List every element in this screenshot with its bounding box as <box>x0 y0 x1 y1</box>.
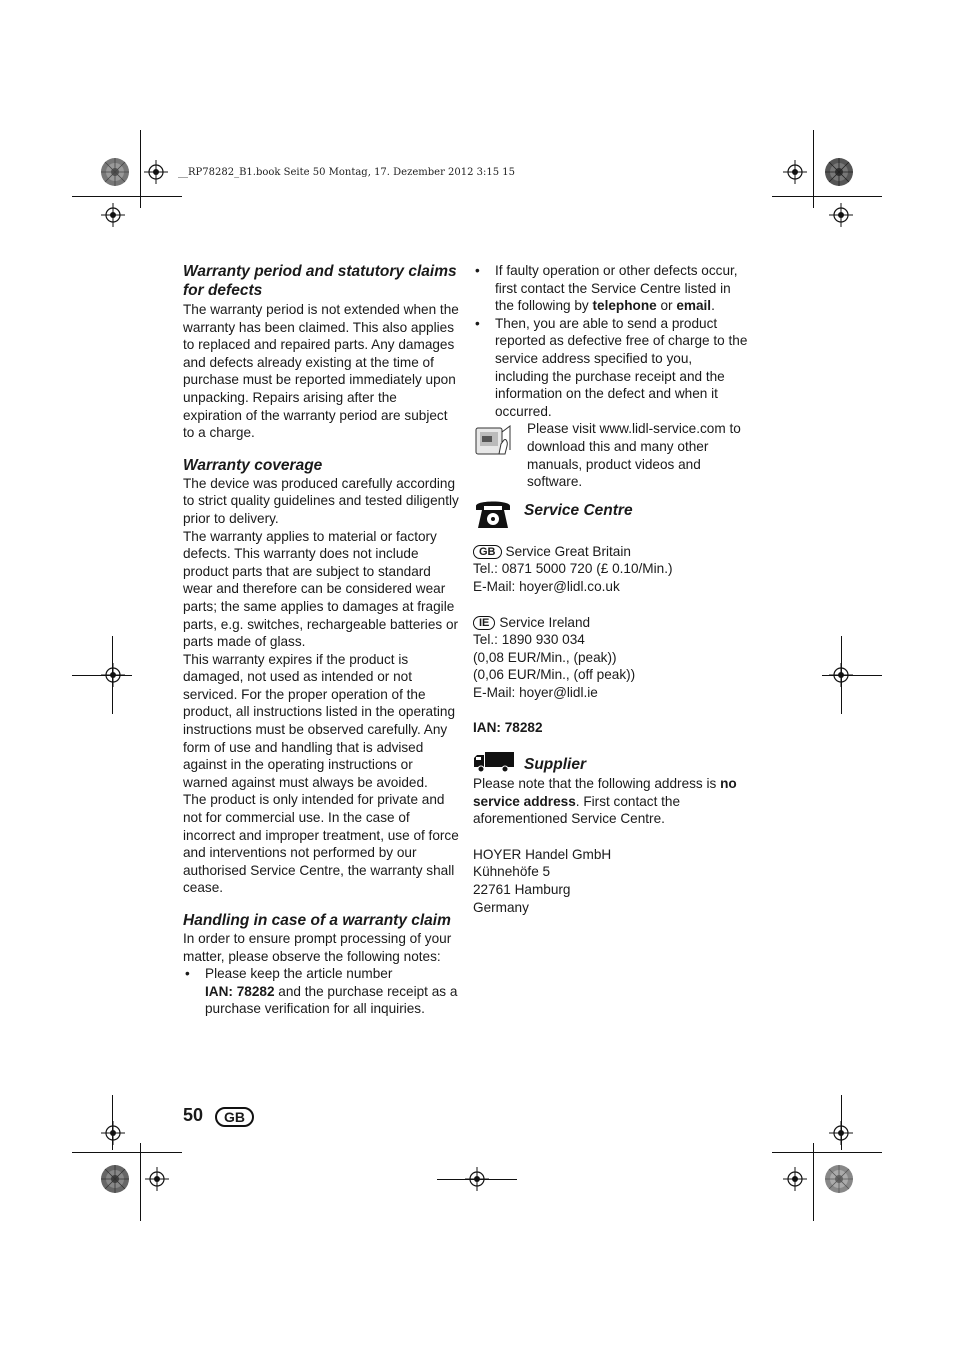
phone-ie: Tel.: 1890 930 034 <box>473 632 585 648</box>
paragraph: In order to ensure prompt processing of your matter, please observe the following notes: <box>183 931 452 964</box>
crop-mark <box>140 1143 141 1221</box>
supplier-header <box>473 755 749 775</box>
heading-warranty-coverage: Warranty coverage <box>183 456 323 474</box>
address-line: 22761 Hamburg <box>473 882 571 898</box>
paragraph: The product is only intended for private and not for commercial use. In the case of incorrect and improper treatment, use of force and interventions not performed by our authorised Service Centre, the warranty shall cease. <box>183 792 459 896</box>
paragraph: The device was produced carefully according to strict quality guidelines and tested diligently prior to delivery. <box>183 475 459 526</box>
crop-mark <box>72 675 132 676</box>
registration-mark-icon <box>144 160 168 184</box>
page-number: 50 <box>183 1105 204 1125</box>
bullet-icon: • <box>475 263 480 278</box>
crop-mark <box>437 1179 517 1180</box>
delivery-truck-icon <box>473 751 515 773</box>
telephone-icon <box>473 497 513 531</box>
crop-mark <box>72 1152 182 1153</box>
country-badge-footer: GB <box>215 1107 254 1127</box>
crop-mark <box>772 196 882 197</box>
rate-peak: (0,08 EUR/Min., (peak)) <box>473 649 617 665</box>
paragraph: The warranty applies to material or factory defects. This warranty does not include product parts that are subject to standard wear and therefore can be considered wear parts; the same applies to damages at fragile parts, e.g. switches, rechargeable batteries or parts made of glass. <box>183 528 459 650</box>
crop-mark <box>72 196 182 197</box>
web-note: Please visit www.lidl-service.com to download this and many other manuals, product videos and software. <box>473 420 749 490</box>
ian-number: IAN: 78282 <box>473 720 543 736</box>
bullet-icon: • <box>185 966 190 982</box>
paragraph: The warranty period is not extended when the warranty has been claimed. This also applies to replaced and repaired parts. Any damages and defects already existing at the time of purchase must be reported immediately upon unpacking. Repairs arising after the expiration of the warranty period are subject to a charge. <box>183 302 459 441</box>
registration-mark-icon <box>783 160 807 184</box>
registration-mark-icon <box>783 1167 807 1191</box>
crop-mark <box>112 1095 113 1150</box>
file-header: __RP78282_B1.book Seite 50 Montag, 17. Dezember 2012 3:15 15 <box>178 167 516 178</box>
supplier-note: Please note that the following address is no service address. First contact the aforementioned Service Centre. <box>473 776 737 827</box>
heading-supplier: Supplier <box>524 756 587 774</box>
email-ie: E-Mail: hoyer@lidl.ie <box>473 684 598 700</box>
rate-offpeak: (0,06 EUR/Min., (off peak)) <box>473 667 636 683</box>
color-wheel-icon <box>824 157 854 187</box>
registration-mark-icon <box>145 1167 169 1191</box>
list-item: • Then, you are able to send a product reported as defective free of charge to the service address specified to you, including the purchase receipt and the information on the defect and when it occurred. <box>475 315 748 419</box>
email-gb: E-Mail: hoyer@lidl.co.uk <box>473 578 620 594</box>
crop-mark <box>841 636 842 714</box>
crop-mark <box>822 675 882 676</box>
country-badge-gb: GB <box>473 545 502 559</box>
registration-mark-icon <box>101 203 125 227</box>
service-ie: IE Service Ireland <box>473 614 749 632</box>
address-line: Germany <box>473 899 529 915</box>
crop-mark <box>813 1143 814 1221</box>
crop-mark <box>841 1095 842 1150</box>
service-gb: GB Service Great Britain <box>473 543 749 561</box>
address-line: HOYER Handel GmbH <box>473 846 612 862</box>
list-item: • Please keep the article number IAN: 78282 and the purchase receipt as a purchase verification for all inquiries. <box>185 966 458 1017</box>
paragraph: This warranty expires if the product is damaged, not used as intended or not serviced. For the proper operation of the product, all instructions listed in the operating instructions must be observed carefully. Any form of use and handling that is advised against in the operating instructions or warned against must always be avoided. <box>183 651 456 790</box>
list-item: • If faulty operation or other defects occur, first contact the Service Centre listed in the following by telephone or email. <box>475 263 738 314</box>
web-download-icon <box>474 422 514 458</box>
service-centre-header <box>473 501 749 533</box>
color-wheel-icon <box>100 157 130 187</box>
registration-mark-icon <box>829 203 853 227</box>
phone-gb: Tel.: 0871 5000 720 (£ 0.10/Min.) <box>473 561 673 577</box>
right-column <box>473 262 749 916</box>
color-wheel-icon <box>824 1164 854 1194</box>
bullet-icon: • <box>475 315 480 331</box>
country-badge-ie: IE <box>473 616 495 630</box>
registration-mark-icon <box>101 1121 125 1145</box>
address-line: Kühnehöfe 5 <box>473 864 551 880</box>
crop-mark <box>112 636 113 714</box>
heading-warranty-period: Warranty period and statutory claims for defects <box>183 263 457 299</box>
crop-mark <box>772 1152 882 1153</box>
heading-service-centre: Service Centre <box>524 501 633 519</box>
heading-warranty-claim: Handling in case of a warranty claim <box>183 912 451 929</box>
color-wheel-icon <box>100 1164 130 1194</box>
left-column <box>183 262 459 1018</box>
